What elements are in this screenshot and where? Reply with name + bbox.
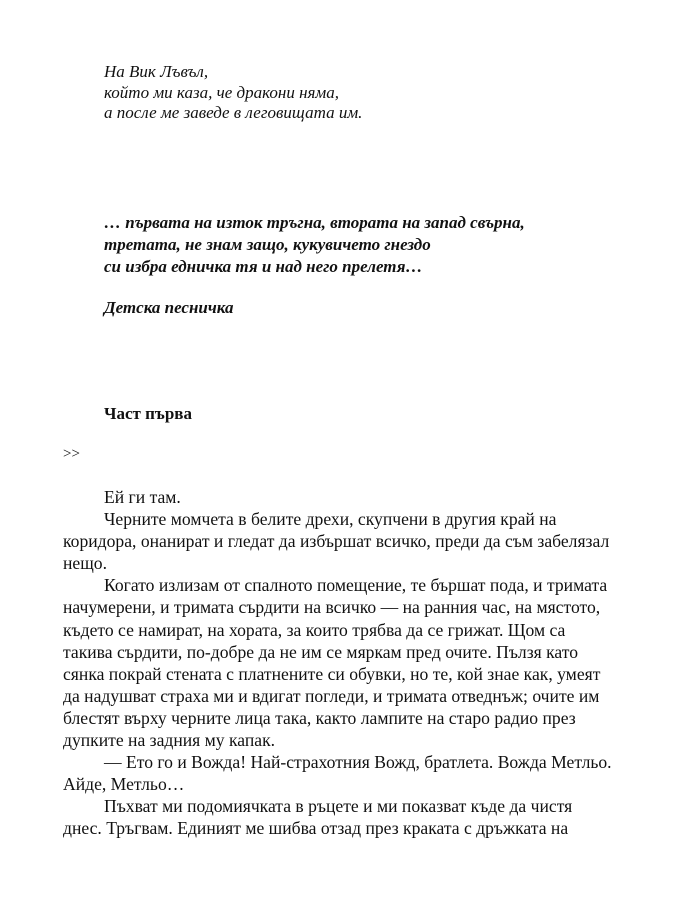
body-line: Айде, Метльо… bbox=[63, 774, 185, 795]
body-line: Когато излизам от спалното помещение, те бършат пода, и тримата bbox=[104, 575, 608, 596]
body-line: Черните момчета в белите дрехи, скупчени в другия край на bbox=[104, 509, 557, 530]
body-line: Ей ги там. bbox=[104, 487, 181, 507]
body-line: дупките на задния му капак. bbox=[63, 730, 276, 751]
body-text bbox=[63, 486, 612, 840]
dedication bbox=[104, 62, 362, 124]
epigraph-line: си избра едничка тя и над него прелетя… bbox=[104, 257, 423, 276]
body-line: коридора, онанират и гледат да избършат всичко, преди да съм забелязал bbox=[63, 531, 610, 552]
epigraph bbox=[104, 212, 525, 278]
body-line: Пъхват ми подомиячката в ръцете и ми показват къде да чистя bbox=[104, 796, 573, 817]
body-line: днес. Тръгвам. Единият ме шибва отзад през краката с дръжката на bbox=[63, 818, 569, 839]
dedication-line: който ми каза, че дракони няма, bbox=[104, 82, 340, 102]
body-line: начумерени, и тримата сърдити на всичко — на ранния час, на мястото, bbox=[63, 597, 601, 618]
body-line: — Ето го и Вожда! Най-страхотния Вожд, братлета. Вожда Метльо. bbox=[104, 752, 612, 773]
section-marker: >> bbox=[63, 446, 80, 462]
epigraph-line: … първата на изток тръгна, втората на запад свърна, bbox=[104, 213, 525, 232]
body-line: блестят върху черните лица така, както лампите на старо радио през bbox=[63, 707, 576, 728]
body-line: такива сърдити, по-добре да не им се мяркам пред очите. Пълзя като bbox=[63, 641, 579, 662]
epigraph-line: третата, не знам защо, кукувичето гнездо bbox=[104, 235, 431, 254]
epigraph-source: Детска песничка bbox=[104, 298, 234, 317]
dedication-line: а после ме заведе в леговищата им. bbox=[104, 103, 363, 122]
body-line: да надушват страха ми и вдигат погледи, и тримата отведнъж; очите им bbox=[63, 685, 600, 706]
body-line: нещо. bbox=[63, 553, 107, 574]
body-line: където се намират, на хората, за които трябва да се грижат. Щом са bbox=[63, 619, 566, 640]
body-line: сянка покрай стената с платнените си обувки, но те, кой знае как, умеят bbox=[63, 663, 601, 684]
part-title: Част първа bbox=[104, 404, 192, 423]
dedication-line: На Вик Лъвъл, bbox=[104, 62, 209, 81]
